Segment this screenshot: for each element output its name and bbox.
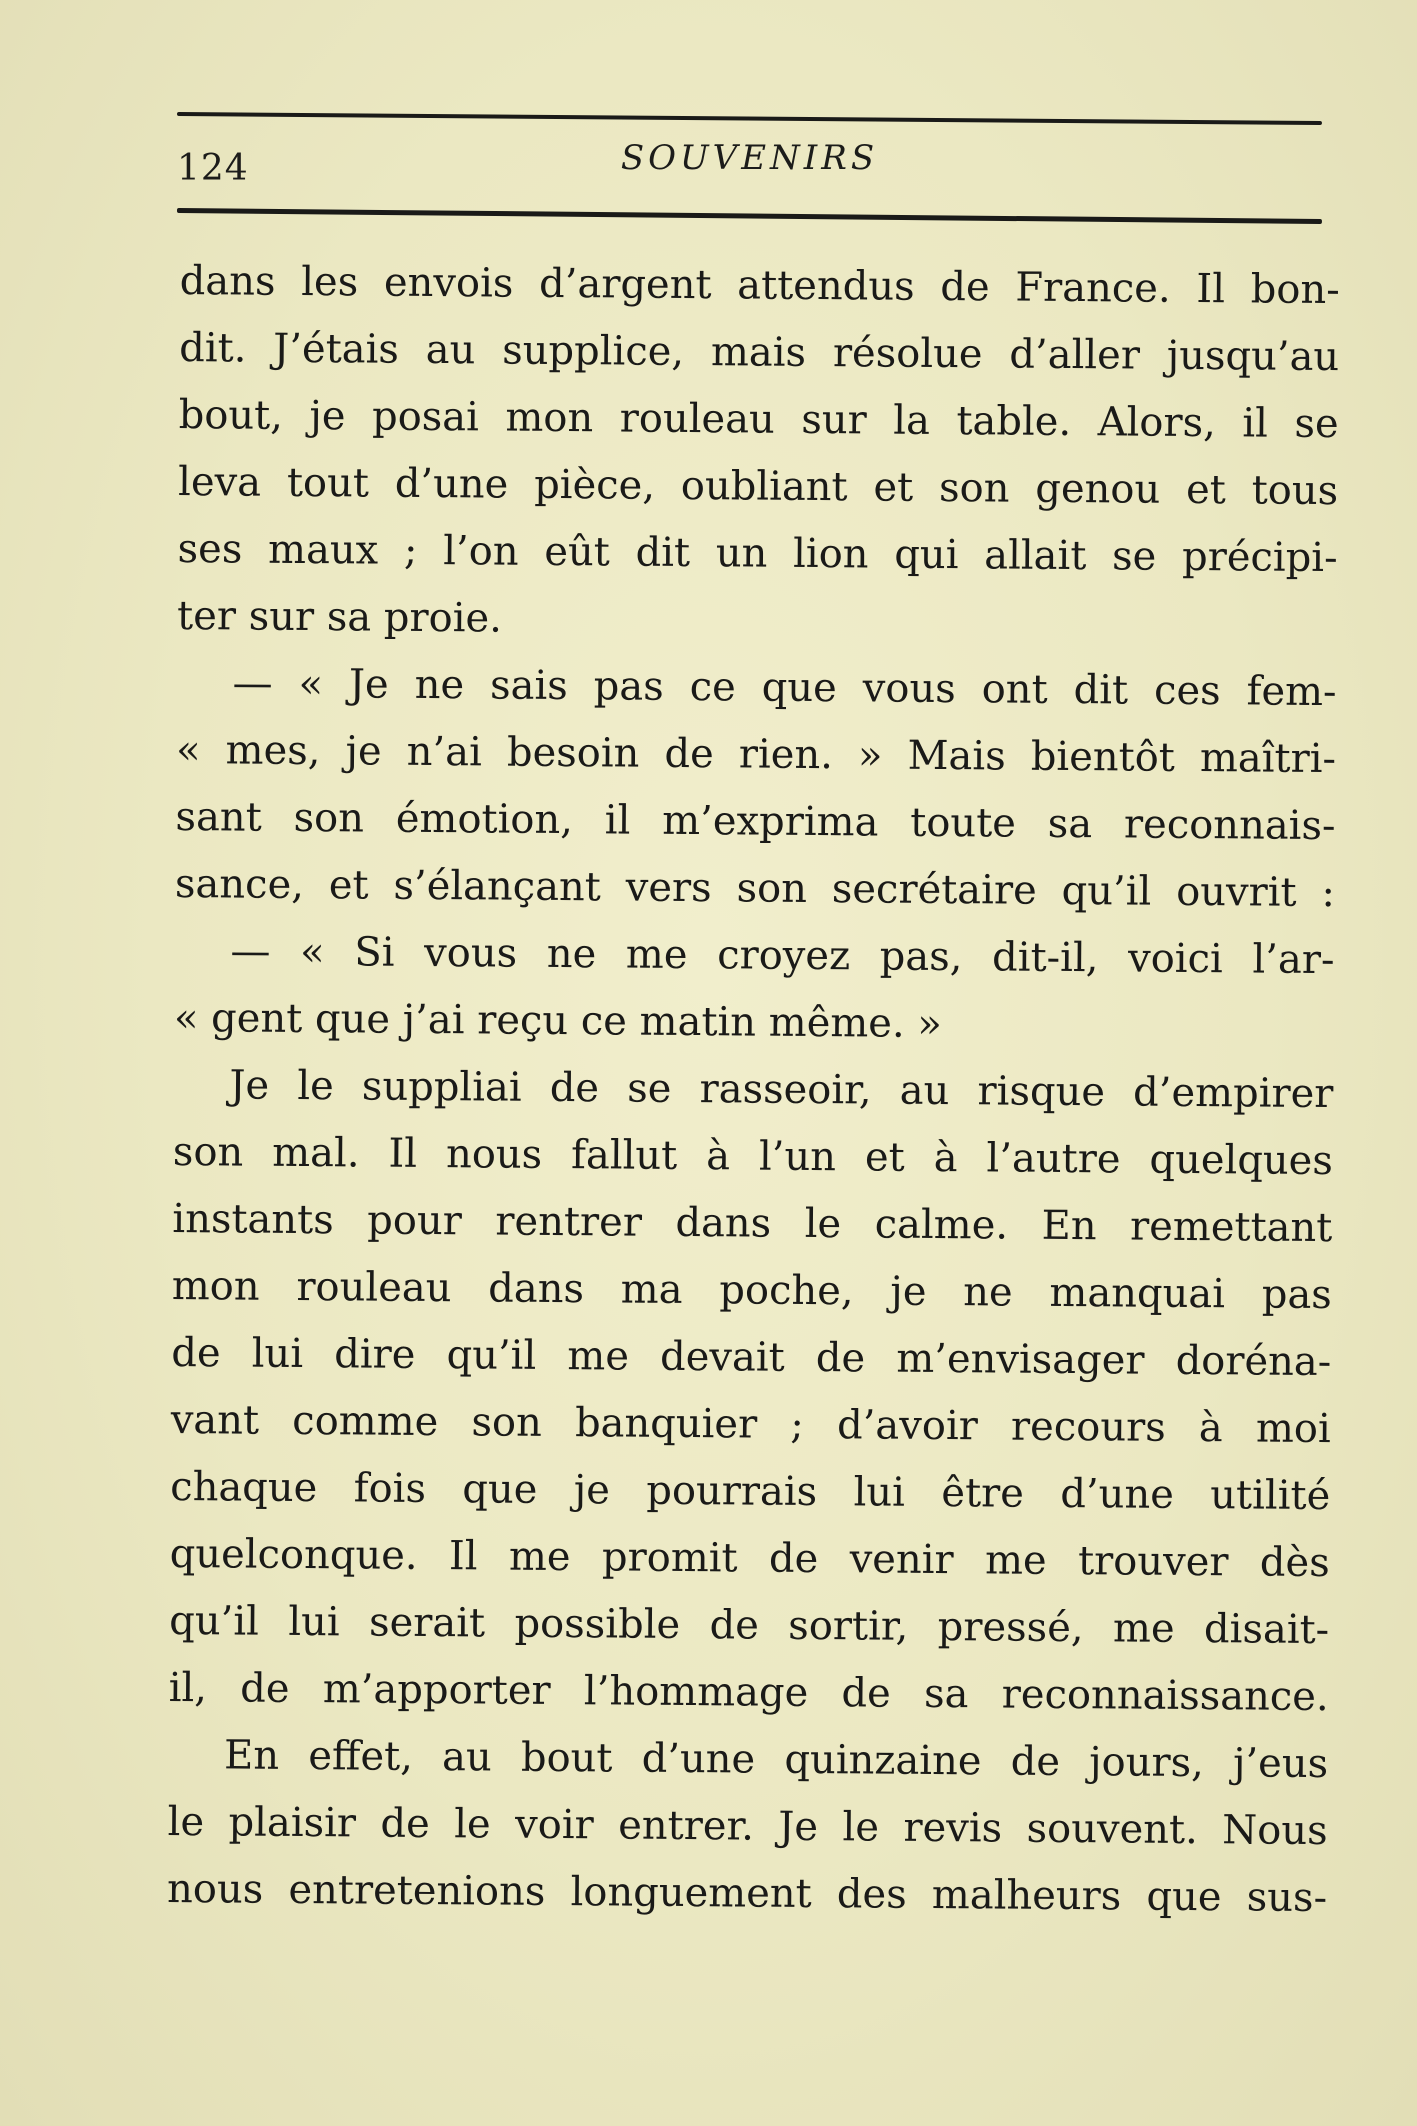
- text-line: il, de m’apporter l’hommage de sa reconnaissance.: [168, 1664, 1329, 1721]
- text-line: Je le suppliai de se rasseoir, au risque d’empirer: [229, 1062, 1334, 1118]
- running-head: [177, 108, 1322, 220]
- text-line: qu’il lui serait possible de sortir, pressé, me disait-: [169, 1597, 1330, 1654]
- text-line: son mal. Il nous fallut à l’un et à l’autre quelques: [172, 1128, 1334, 1185]
- paragraph: [168, 1052, 1333, 1731]
- text-line: vant comme son banquier ; d’avoir recours à moi: [170, 1396, 1331, 1453]
- text-line: quelconque. Il me promit de venir me trouver dès: [169, 1530, 1330, 1587]
- paragraph: [177, 248, 1340, 659]
- header-top-rule: [177, 112, 1322, 125]
- page-number: 124: [177, 148, 249, 189]
- text-line: ses maux ; l’on eût dit un lion qui allait se précipi-: [177, 525, 1338, 582]
- text-line: leva tout d’une pièce, oubliant et son genou et tous: [177, 458, 1339, 515]
- text-line: le plaisir de le voir entrer. Je le revis souvent. Nous: [167, 1798, 1328, 1855]
- text-line: mon rouleau dans ma poche, je ne manquai pas: [171, 1262, 1332, 1319]
- header-bottom-rule: [177, 208, 1322, 224]
- text-line: nous entretenions longuement des malheurs que sus-: [166, 1865, 1328, 1922]
- text-line: — « Si vous ne me croyez pas, dit-il, voici l’ar-: [230, 928, 1335, 984]
- body-text: [167, 248, 1340, 1932]
- text-line: — « Je ne sais pas ce que vous ont dit ces fem-: [232, 660, 1337, 716]
- text-line: dans les envois d’argent attendus de France. Il bon-: [179, 257, 1340, 314]
- paragraph: [174, 918, 1335, 1061]
- text-line: « gent que j’ai reçu ce matin même. »: [173, 994, 943, 1048]
- text-line: « mes, je n’ai besoin de rien. » Mais bientôt maîtri-: [175, 726, 1337, 783]
- paragraph: [167, 1722, 1329, 1932]
- text-line: bout, je posai mon rouleau sur la table. Alors, il se: [178, 391, 1339, 448]
- running-title: SOUVENIRS: [620, 138, 879, 178]
- text-line: instants pour rentrer dans le calme. En remettant: [172, 1195, 1333, 1252]
- text-line: sant son émotion, il m’exprima toute sa reconnais-: [175, 793, 1336, 850]
- text-line: dit. J’étais au supplice, mais résolue d’aller jusqu’au: [179, 324, 1340, 381]
- text-line: ter sur sa proie.: [176, 592, 503, 642]
- text-line: chaque fois que je pourrais lui être d’une utilité: [170, 1463, 1331, 1520]
- text-line: En effet, au bout d’une quinzaine de jours, j’eus: [223, 1732, 1329, 1788]
- paragraph: [175, 650, 1337, 927]
- text-line: de lui dire qu’il me devait de m’envisager doréna-: [171, 1329, 1332, 1386]
- text-line: sance, et s’élançant vers son secrétaire qu’il ouvrit :: [174, 860, 1336, 917]
